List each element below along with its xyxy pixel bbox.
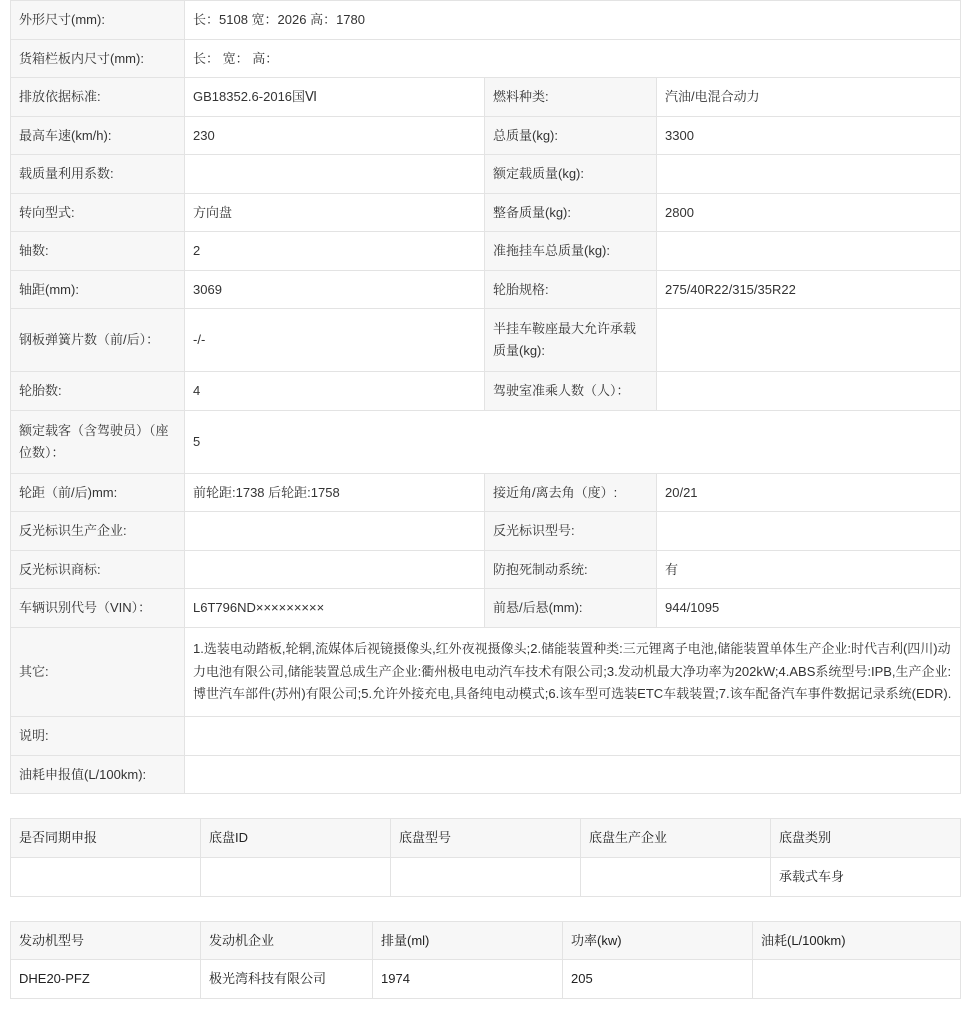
table-row bbox=[11, 512, 961, 551]
spec-value: 20/21 bbox=[657, 473, 961, 512]
spec-value: 2 bbox=[185, 232, 485, 271]
spec-value: 方向盘 bbox=[185, 193, 485, 232]
engine-cell-model: DHE20-PFZ bbox=[11, 960, 201, 999]
spec-value bbox=[185, 755, 961, 794]
spec-value bbox=[185, 512, 485, 551]
engine-table bbox=[10, 921, 961, 999]
spec-label: 钢板弹簧片数（前/后）： bbox=[11, 309, 185, 372]
spec-value bbox=[185, 155, 485, 194]
spec-label: 额定载客（含驾驶员）（座位数）： bbox=[11, 410, 185, 473]
table-row bbox=[11, 960, 961, 999]
table-row bbox=[11, 78, 961, 117]
spec-value: 汽油/电混合动力 bbox=[657, 78, 961, 117]
vehicle-specification-table bbox=[10, 0, 961, 794]
table-row bbox=[11, 857, 961, 896]
spec-label: 反光标识生产企业: bbox=[11, 512, 185, 551]
table-row bbox=[11, 627, 961, 716]
spec-value bbox=[657, 155, 961, 194]
table-row bbox=[11, 232, 961, 271]
spec-value bbox=[657, 512, 961, 551]
spec-value: 2800 bbox=[657, 193, 961, 232]
spec-label: 其它: bbox=[11, 627, 185, 716]
spec-label: 准拖挂车总质量(kg): bbox=[485, 232, 657, 271]
spec-value: GB18352.6-2016国Ⅵ bbox=[185, 78, 485, 117]
spec-value bbox=[657, 309, 961, 372]
spec-label: 驾驶室准乘人数（人）： bbox=[485, 372, 657, 411]
table-row bbox=[11, 193, 961, 232]
table-header-row bbox=[11, 819, 961, 858]
vin-value: L6T796ND××××××××× bbox=[185, 589, 485, 628]
spec-value: 前轮距:1738 后轮距:1758 bbox=[185, 473, 485, 512]
column-header-engine-model: 发动机型号 bbox=[11, 921, 201, 960]
table-row bbox=[11, 1, 961, 40]
column-header-chassis-id: 底盘ID bbox=[201, 819, 391, 858]
table-row bbox=[11, 473, 961, 512]
table-row bbox=[11, 410, 961, 473]
column-header-engine-manufacturer: 发动机企业 bbox=[201, 921, 373, 960]
spec-label: 轮距（前/后)mm: bbox=[11, 473, 185, 512]
engine-cell-power: 205 bbox=[563, 960, 753, 999]
spec-label: 整备质量(kg): bbox=[485, 193, 657, 232]
spec-value bbox=[185, 550, 485, 589]
column-header-same-period-declaration: 是否同期申报 bbox=[11, 819, 201, 858]
table-row bbox=[11, 155, 961, 194]
spec-value: 4 bbox=[185, 372, 485, 411]
chassis-cell-chassis-id bbox=[201, 857, 391, 896]
spec-value: 3069 bbox=[185, 270, 485, 309]
engine-cell-manufacturer: 极光湾科技有限公司 bbox=[201, 960, 373, 999]
spec-label: 半挂车鞍座最大允许承载质量(kg): bbox=[485, 309, 657, 372]
chassis-cell-chassis-model bbox=[391, 857, 581, 896]
spec-label: 轴数: bbox=[11, 232, 185, 271]
chassis-cell-chassis-category: 承载式车身 bbox=[771, 857, 961, 896]
table-row bbox=[11, 270, 961, 309]
column-header-fuel-consumption: 油耗(L/100km) bbox=[753, 921, 961, 960]
table-row bbox=[11, 550, 961, 589]
engine-cell-displacement: 1974 bbox=[373, 960, 563, 999]
column-header-chassis-model: 底盘型号 bbox=[391, 819, 581, 858]
spec-label: 转向型式: bbox=[11, 193, 185, 232]
chassis-table-body bbox=[11, 819, 961, 897]
chassis-cell-chassis-manufacturer bbox=[581, 857, 771, 896]
spec-label: 说明: bbox=[11, 717, 185, 756]
table-spacer-2 bbox=[10, 897, 960, 921]
spec-value: 3300 bbox=[657, 116, 961, 155]
table-row bbox=[11, 116, 961, 155]
spec-label: 前悬/后悬(mm): bbox=[485, 589, 657, 628]
table-header-row bbox=[11, 921, 961, 960]
spec-label: 车辆识别代号（VIN）： bbox=[11, 589, 185, 628]
spec-value: 5 bbox=[185, 410, 961, 473]
spec-value bbox=[657, 372, 961, 411]
spec-label: 排放依据标准: bbox=[11, 78, 185, 117]
spec-value: 944/1095 bbox=[657, 589, 961, 628]
engine-table-body bbox=[11, 921, 961, 998]
table-row bbox=[11, 39, 961, 78]
spec-label: 载质量利用系数: bbox=[11, 155, 185, 194]
spec-label: 轮胎数: bbox=[11, 372, 185, 411]
spec-value: -/- bbox=[185, 309, 485, 372]
spec-value: 275/40R22/315/35R22 bbox=[657, 270, 961, 309]
chassis-table bbox=[10, 818, 961, 897]
spec-label: 货箱栏板内尺寸(mm): bbox=[11, 39, 185, 78]
table-row bbox=[11, 755, 961, 794]
table-spacer bbox=[10, 794, 960, 818]
spec-label: 额定载质量(kg): bbox=[485, 155, 657, 194]
table-row bbox=[11, 717, 961, 756]
spec-table-body bbox=[11, 1, 961, 794]
table-row bbox=[11, 589, 961, 628]
column-header-power: 功率(kw) bbox=[563, 921, 753, 960]
spec-label: 外形尺寸(mm): bbox=[11, 1, 185, 40]
engine-cell-fuel-consumption bbox=[753, 960, 961, 999]
spec-label: 最高车速(km/h): bbox=[11, 116, 185, 155]
column-header-displacement: 排量(ml) bbox=[373, 921, 563, 960]
chassis-cell-same-period-declaration bbox=[11, 857, 201, 896]
spec-value: 长：5108 宽：2026 高：1780 bbox=[185, 1, 961, 40]
spec-value: 有 bbox=[657, 550, 961, 589]
spec-value: 230 bbox=[185, 116, 485, 155]
spec-label: 燃料种类: bbox=[485, 78, 657, 117]
table-row bbox=[11, 372, 961, 411]
spec-label: 防抱死制动系统: bbox=[485, 550, 657, 589]
other-notes-value: 1.选装电动踏板,轮辋,流媒体后视镜摄像头,红外夜视摄像头;2.储能装置种类:三元锂离子电池,储能装置单体生产企业:时代吉利(四川)动力电池有限公司,储能装置总成生产企业:衢州极电电动汽车技术有限公司;3.发动机最大净功率为202kW;4.ABS系统型号:IPB,生产企业:博世汽车部件(苏州)有限公司;5.允许外接充电,具备纯电动模式;6.该车型可选装ETC车载装置;7.该车配备汽车事件数据记录系统(EDR). bbox=[185, 627, 961, 716]
spec-label: 油耗申报值(L/100km): bbox=[11, 755, 185, 794]
spec-label: 轮胎规格: bbox=[485, 270, 657, 309]
spec-value bbox=[657, 232, 961, 271]
spec-label: 反光标识商标: bbox=[11, 550, 185, 589]
table-row bbox=[11, 309, 961, 372]
spec-value bbox=[185, 717, 961, 756]
spec-value: 长： 宽： 高： bbox=[185, 39, 961, 78]
column-header-chassis-manufacturer: 底盘生产企业 bbox=[581, 819, 771, 858]
spec-label: 总质量(kg): bbox=[485, 116, 657, 155]
spec-label: 反光标识型号: bbox=[485, 512, 657, 551]
column-header-chassis-category: 底盘类别 bbox=[771, 819, 961, 858]
spec-label: 接近角/离去角（度）: bbox=[485, 473, 657, 512]
spec-label: 轴距(mm): bbox=[11, 270, 185, 309]
